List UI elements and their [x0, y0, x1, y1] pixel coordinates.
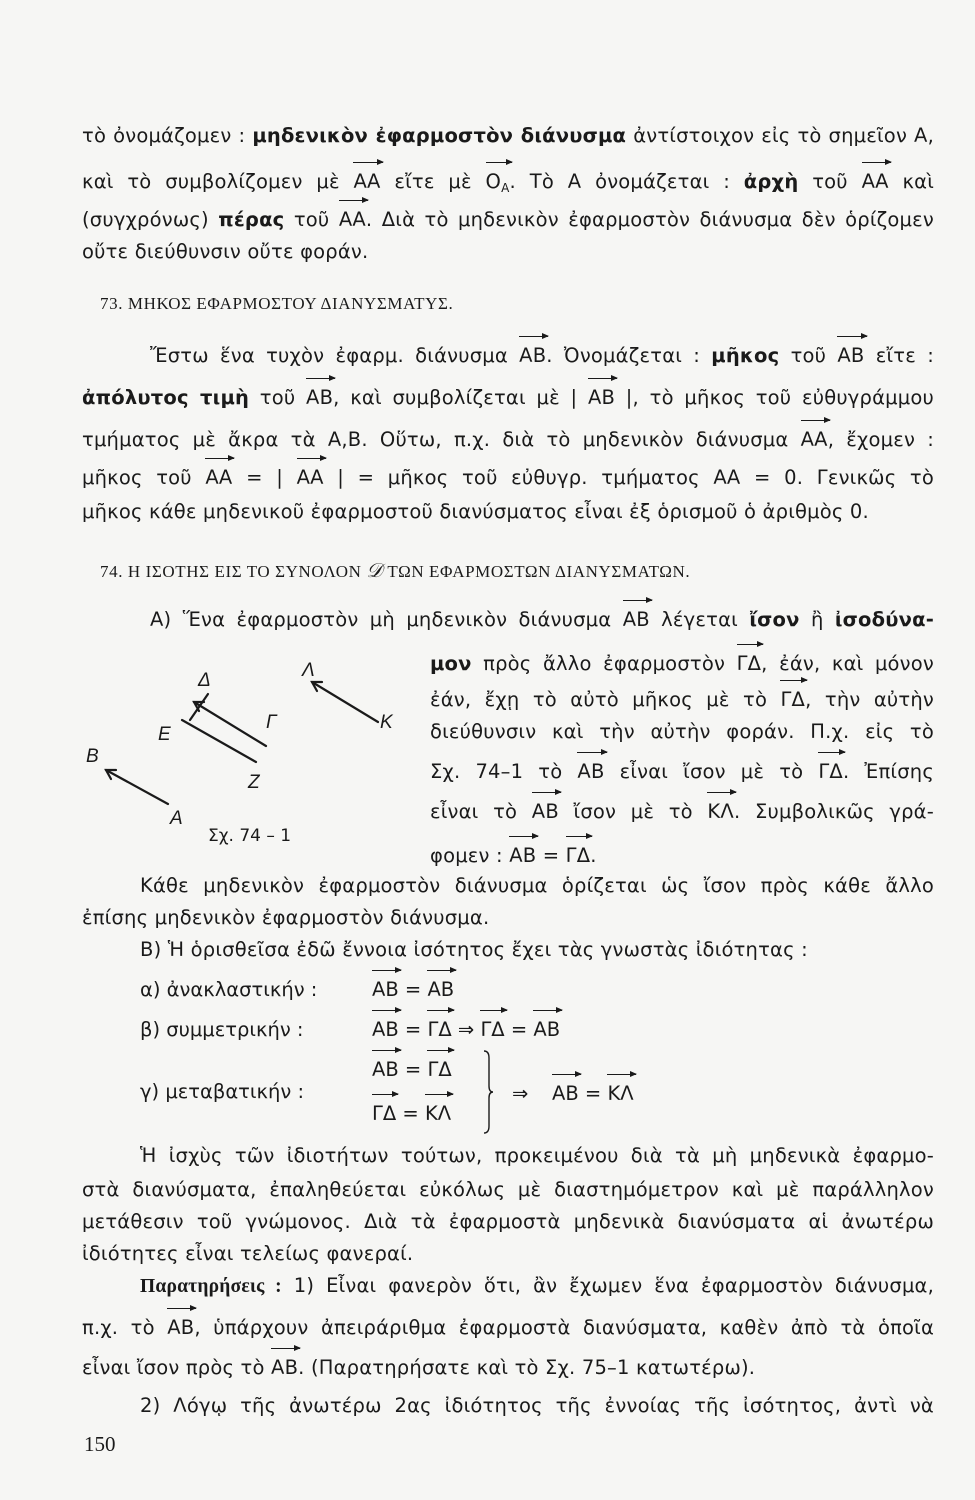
- text-line: ἐάν, ἔχῃ τὸ αὐτὸ μῆκος μὲ τὸ ΓΔ, τὴν αὐτὴν: [430, 686, 934, 714]
- text-line: μετάθεσιν τοῦ γνώμονος. Διὰ τὰ ἐφαρμοστὰ μηδενικὰ διανύσματα αἱ ἀνωτέρω: [82, 1210, 934, 1233]
- text-line: Ἔστω ἕνα τυχὸν ἐφαρμ. διάνυσμα ΑΒ. Ὀνομάζεται : μῆκος τοῦ ΑΒ εἴτε :: [150, 342, 934, 370]
- text-line: Σχ. 74–1 τὸ ΑΒ εἶναι ἴσον μὲ τὸ ΓΔ. Ἐπίσης: [430, 758, 934, 786]
- section-heading-73: 73. ΜΗΚΟΣ ΕΦΑΡΜΟΣΤΟΥ ΔΙΑΝΥΣΜΑΤΥΣ.: [100, 294, 454, 313]
- text-line: οὔτε διεύθυνσιν οὔτε φοράν.: [82, 240, 369, 263]
- vector: ΑΒ: [427, 976, 454, 1004]
- text-line: μῆκος τοῦ ΑΑ = | ΑΑ | = μῆκος τοῦ εὐθυγρ. τμήματος ΑΑ = 0. Γενικῶς τὸ: [82, 464, 934, 492]
- label-l: Λ: [302, 660, 315, 681]
- text-line: εἶναι ἴσον πρὸς τὸ ΑΒ. (Παρατηρήσατε καὶ τὸ Σχ. 75–1 κατωτέρω).: [82, 1354, 934, 1382]
- text-line: Κάθε μηδενικὸν ἐφαρμοστὸν διάνυσμα ὁρίζεται ὡς ἴσον πρὸς κάθε ἄλλο: [140, 874, 934, 897]
- vector: ΑΒ: [271, 1354, 298, 1382]
- text-line: στὰ διανύσματα, ἐπαληθεύεται εὐκόλως μὲ διαστημόμετρον καὶ μὲ παράλληλον: [82, 1178, 934, 1201]
- vector: ΑΒ: [532, 798, 559, 826]
- label-k: Κ: [380, 712, 393, 733]
- vector: ΑΒ: [306, 384, 333, 412]
- vector-ab-line: [106, 770, 168, 804]
- vector-ed-line: [190, 694, 208, 720]
- vector: ΑΒ: [837, 342, 864, 370]
- text-line: μον πρὸς ἄλλο ἐφαρμοστὸν ΓΔ, ἐάν, καὶ μόνον: [430, 650, 934, 678]
- text-line: καὶ τὸ συμβολίζομεν μὲ ΑΑ εἴτε μὲ $O_A$. Τὸ Α ὀνομάζεται : ἀρχὴ τοῦ ΑΑ καὶ: [82, 168, 934, 198]
- vector-kl-line: [312, 682, 378, 722]
- figure-caption: Σχ. 74 – 1: [208, 826, 292, 846]
- vector: ΓΔ: [372, 1100, 396, 1128]
- vector: ΑΒ: [372, 1056, 399, 1084]
- vector: ΑΑ: [205, 464, 232, 492]
- vector-ze-line: [182, 720, 256, 762]
- implies-symbol: ⇒: [512, 1082, 529, 1105]
- vector: ΑΑ: [862, 168, 889, 196]
- label-g: Γ: [266, 712, 277, 733]
- vector: ΑΒ: [519, 342, 546, 370]
- property-b-label: β) συμμετρικήν :: [140, 1018, 304, 1041]
- property-a-label: α) ἀνακλαστικήν :: [140, 978, 318, 1001]
- text-line: (συγχρόνως) πέρας τοῦ ΑΑ. Διὰ τὸ μηδενικὸν ἐφαρμοστὸν διάνυσμα δὲν ὁρίζομεν: [82, 206, 934, 234]
- vector: ΓΔ: [427, 1016, 451, 1044]
- vector: ΑΒ: [509, 842, 536, 870]
- text-line: ἀπόλυτος τιμὴ τοῦ ΑΒ, καὶ συμβολίζεται μὲ | ΑΒ |, τὸ μῆκος τοῦ εὐθυγράμμου: [82, 384, 934, 412]
- text-line: τμήματος μὲ ἄκρα τὰ Α,Β. Οὕτω, π.χ. διὰ τὸ μηδενικὸν διάνυσμα ΑΑ, ἔχομεν :: [82, 426, 934, 454]
- vector: ΑΒ: [552, 1080, 579, 1108]
- text-line: Α) Ἕνα ἐφαρμοστὸν μὴ μηδενικὸν διάνυσμα ΑΒ λέγεται ἴσον ἢ ἰσοδύνα-: [150, 606, 934, 634]
- vector: ΓΔ: [427, 1056, 451, 1084]
- vector: ΑΑ: [353, 168, 380, 196]
- property-b-formula: ΑΒ = ΓΔ ⇒ ΓΔ = ΑΒ: [372, 1016, 560, 1044]
- property-a-formula: ΑΒ = ΑΒ: [372, 976, 454, 1004]
- text-line: Ἡ ἰσχὺς τῶν ἰδιοτήτων τούτων, προκειμένου διὰ τὰ μὴ μηδενικὰ ἐφαρμο-: [140, 1144, 934, 1167]
- vector: ΓΔ: [818, 758, 843, 786]
- property-c-formula-2: ΓΔ = ΚΛ: [372, 1100, 451, 1128]
- label-d: Δ: [198, 670, 211, 691]
- figure-74-1: [80, 652, 420, 852]
- vector: ΓΔ: [566, 842, 591, 870]
- text-line: φομεν : ΑΒ = ΓΔ.: [430, 842, 934, 870]
- right-brace: [483, 1050, 493, 1134]
- vector: ΑΒ: [623, 606, 650, 634]
- property-c-result: ΑΒ = ΚΛ: [552, 1080, 634, 1108]
- text-line: π.χ. τὸ ΑΒ, ὑπάρχουν ἀπειράριθμα ἐφαρμοστὰ διανύσματα, καθὲν ἀπὸ τὰ ὁποῖα: [82, 1314, 934, 1342]
- label-a: Α: [170, 808, 183, 829]
- vector: ΓΔ: [737, 650, 762, 678]
- vector: ΓΔ: [480, 1016, 504, 1044]
- label-z: Ζ: [248, 772, 260, 793]
- text-line: Παρατηρήσεις : 1) Εἶναι φανερὸν ὅτι, ἂν ἔχωμεν ἕνα ἐφαρμοστὸν διάνυσμα,: [140, 1274, 935, 1297]
- text-line: ἐπίσης μηδενικὸν ἐφαρμοστὸν διάνυσμα.: [82, 906, 490, 929]
- vector: ΚΛ: [607, 1080, 633, 1108]
- vector: ΑΒ: [588, 384, 615, 412]
- label-e: Ε: [158, 724, 171, 745]
- vector: ΑΒ: [533, 1016, 560, 1044]
- text-line: διεύθυνσιν καὶ τὴν αὐτὴν φοράν. Π.χ. εἰς τὸ: [430, 720, 934, 743]
- vector: ΑΒ: [372, 1016, 399, 1044]
- vector: ΓΔ: [780, 686, 805, 714]
- vector: ΑΑ: [339, 206, 366, 234]
- vector: ΚΛ: [707, 798, 734, 826]
- text-line: Β) Ἡ ὁρισθεῖσα ἐδῶ ἔννοια ἰσότητος ἔχει τὰς γνωστὰς ἰδιότητας :: [140, 938, 808, 961]
- label-b: Β: [86, 746, 99, 767]
- section-heading-74: 74. Η ΙΣΟΤΗΣ ΕΙΣ ΤΟ ΣΥΝΟΛΟΝ 𝒟 ΤΩΝ ΕΦΑΡΜΟΣΤΩΝ ΔΙΑΝΥΣΜΑΤΩΝ.: [100, 558, 691, 582]
- vector: ΑΑ: [801, 426, 828, 454]
- property-c-label: γ) μεταβατικήν :: [140, 1080, 305, 1103]
- property-c-formula-1: ΑΒ = ΓΔ: [372, 1056, 452, 1084]
- text-line: 2) Λόγῳ τῆς ἀνωτέρω 2ας ἰδιότητος τῆς ἐννοίας τῆς ἰσότητος, ἀντὶ νὰ: [140, 1394, 934, 1417]
- text-line: τὸ ὀνομάζομεν : μηδενικὸν ἐφαρμοστὸν διάνυσμα ἀντίστοιχον εἰς τὸ σημεῖον Α,: [82, 124, 934, 147]
- page-number: 150: [84, 1432, 116, 1456]
- vector: ΑΒ: [167, 1314, 194, 1342]
- vector: ΑΑ: [297, 464, 324, 492]
- vector-gd-line: [194, 702, 266, 746]
- vector: ΑΒ: [577, 758, 604, 786]
- text-line: ἰδιότητες εἶναι τελείως φανεραί.: [82, 1242, 414, 1265]
- text-line: εἶναι τὸ ΑΒ ἴσον μὲ τὸ ΚΛ. Συμβολικῶς γρά-: [430, 798, 934, 826]
- vector: $O_A$: [486, 168, 510, 198]
- vector: ΑΒ: [372, 976, 399, 1004]
- text-line: μῆκος κάθε μηδενικοῦ ἐφαρμοστοῦ διανύσματος εἶναι ἐξ ὁρισμοῦ ὁ ἀριθμὸς 0.: [82, 500, 869, 523]
- vector: ΚΛ: [425, 1100, 451, 1128]
